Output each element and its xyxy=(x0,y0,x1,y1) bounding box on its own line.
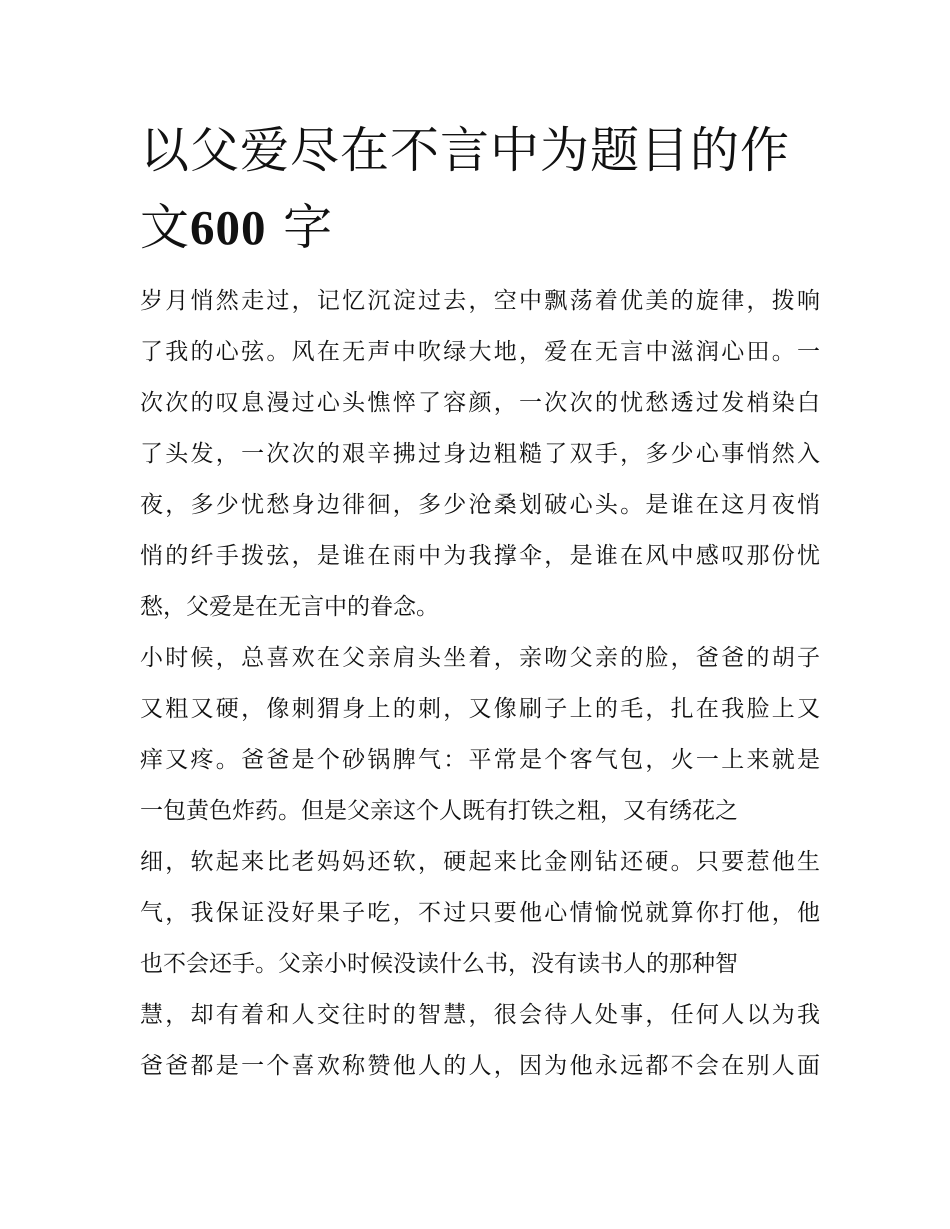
paragraph-line: 痒又疼。爸爸是个砂锅脾气：平常是个客气包，火一上来就是 xyxy=(140,747,820,773)
paragraph-line: 又粗又硬，像刺猬身上的刺，又像刷子上的毛，扎在我脸上又 xyxy=(140,696,820,722)
paragraph-line: 一包黄色炸药。但是父亲这个人既有打铁之粗，又有绣花之 xyxy=(140,798,738,824)
paragraph-line: 小时候，总喜欢在父亲肩头坐着，亲吻父亲的脸，爸爸的胡子 xyxy=(140,645,820,671)
document-title xyxy=(140,112,820,266)
paragraph-line: 夜，多少忧愁身边徘徊，多少沧桑划破心头。是谁在这月夜悄 xyxy=(140,492,820,518)
paragraph-line: 也不会还手。父亲小时候没读什么书，没有读书人的那种智 xyxy=(140,951,738,977)
title-number: 600 xyxy=(190,200,267,255)
document-body xyxy=(140,276,820,1092)
paragraph-line: 愁，父爱是在无言中的眷念。 xyxy=(140,594,439,620)
paragraph-2 xyxy=(140,633,820,1092)
title-suffix: 字 xyxy=(283,199,334,256)
paragraph-line: 悄的纤手拨弦，是谁在雨中为我撑伞，是谁在风中感叹那份忧 xyxy=(140,543,820,569)
title-text-line2: 文 xyxy=(140,199,191,256)
paragraph-line: 细，软起来比老妈妈还软，硬起来比金刚钻还硬。只要惹他生 xyxy=(140,849,820,875)
paragraph-line: 了头发，一次次的艰辛拂过身边粗糙了双手，多少心事悄然入 xyxy=(140,441,820,467)
paragraph-1 xyxy=(140,276,820,633)
paragraph-line: 爸爸都是一个喜欢称赞他人的人，因为他永远都不会在别人面 xyxy=(140,1053,820,1079)
title-text: 以父爱尽在不言中为题目的作 xyxy=(140,122,791,179)
paragraph-line: 了我的心弦。风在无声中吹绿大地，爱在无言中滋润心田。一 xyxy=(140,339,820,365)
paragraph-line: 次次的叹息漫过心头憔悴了容颜，一次次的忧愁透过发梢染白 xyxy=(140,390,820,416)
paragraph-line: 气，我保证没好果子吃，不过只要他心情愉悦就算你打他，他 xyxy=(140,900,820,926)
paragraph-line: 岁月悄然走过，记忆沉淀过去，空中飘荡着优美的旋律，拨响 xyxy=(140,288,820,314)
paragraph-line: 慧，却有着和人交往时的智慧，很会待人处事，任何人以为我 xyxy=(140,1002,820,1028)
